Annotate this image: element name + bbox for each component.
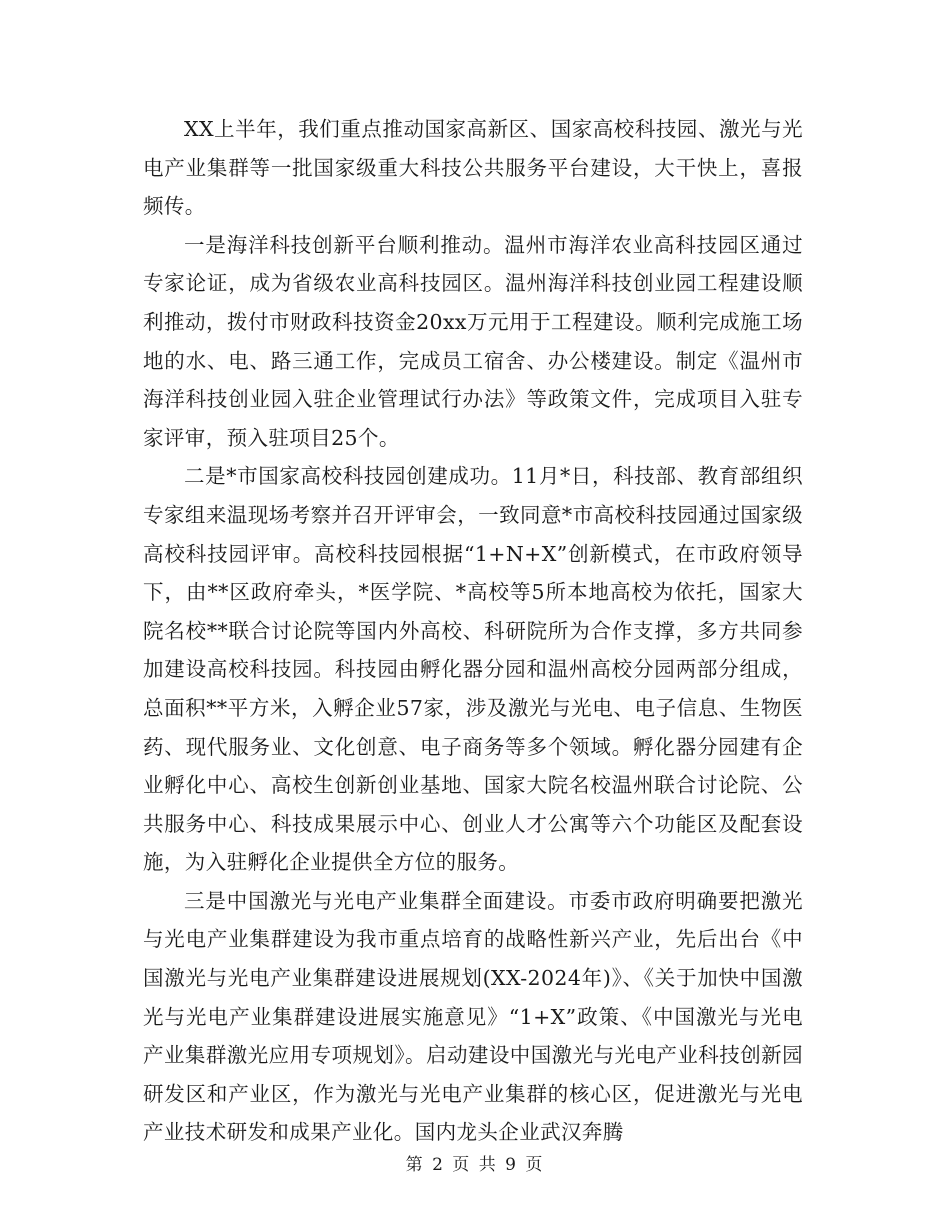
- paragraph-laser-cluster: 三是中国激光与光电产业集群全面建设。市委市政府明确要把激光与光电产业集群建设为我市重点培育的战略性新兴产业，先后出台《中国激光与光电产业集群建设进展规划(XX-2024年)》、《关于加快中国激光与光电产业集群建设进展实施意见》“1+X”政策、《中国激光与光电产业集群激光应用专项规划》。启动建设中国激光与光电产业科技创新园研发区和产业区，作为激光与光电产业集群的核心区，促进激光与光电产业技术研发和成果产业化。国内龙头企业武汉奔腾: [143, 888, 803, 1145]
- paragraph-intro: XX上半年，我们重点推动国家高新区、国家高校科技园、激光与光电产业集群等一批国家级重大科技公共服务平台建设，大干快上，喜报频传。: [143, 117, 803, 219]
- paragraph-university-park: 二是*市国家高校科技园创建成功。11月*日，科技部、教育部组织专家组来温现场考察并召开评审会，一致同意*市高校科技园通过国家级高校科技园评审。高校科技园根据“1+N+X”创新模式，在市政府领导下，由**区政府牵头，*医学院、*高校等5所本地高校为依托，国家大院名校**联合讨论院等国内外高校、科研院所为合作支撑，多方共同参加建设高校科技园。科技园由孵化器分园和温州高校分园两部分组成，总面积**平方米，入孵企业57家，涉及激光与光电、电子信息、生物医药、现代服务业、文化创意、电子商务等多个领域。孵化器分园建有企业孵化中心、高校生创新创业基地、国家大院名校温州联合讨论院、公共服务中心、科技成果展示中心、创业人才公寓等六个功能区及配套设施，为入驻孵化企业提供全方位的服务。: [143, 464, 803, 875]
- document-body: [143, 110, 803, 1152]
- page-number-footer: 第 2 页 共 9 页: [405, 1155, 545, 1175]
- paragraph-marine-tech: 一是海洋科技创新平台顺利推动。温州市海洋农业高科技园区通过专家论证，成为省级农业高科技园区。温州海洋科技创业园工程建设顺利推动，拨付市财政科技资金20xx万元用于工程建设。顺利完成施工场地的水、电、路三通工作，完成员工宿舍、办公楼建设。制定《温州市海洋科技创业园入驻企业管理试行办法》等政策文件，完成项目入驻专家评审，预入驻项目25个。: [143, 232, 803, 450]
